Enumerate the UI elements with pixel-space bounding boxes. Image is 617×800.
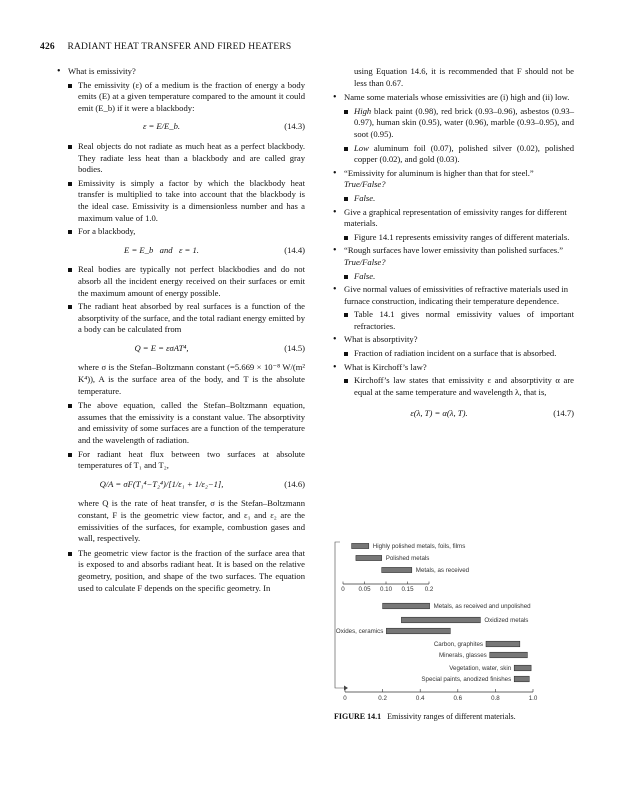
stefan-boltzmann-text: The above equation, called the Stefan–Boltzmann equation, assumes that the emissivity is a constant value. The absorptivity and emissivity of some surfaces are a function of the temperature and the wavelength of radiation. xyxy=(66,400,305,446)
equation-14-3: ε = E/E_b. (14.3) xyxy=(142,121,305,132)
figure-14-1 xyxy=(333,538,555,710)
real-bodies-text: Real bodies are typically not perfect blackbodies and do not absorb all the incident energy received on their surfaces or emit the maximum amount of energy possible. xyxy=(66,264,305,299)
equation-14-5: Q = E = εσAT⁴, (14.5) xyxy=(134,342,305,353)
running-header xyxy=(40,42,291,52)
emissivity-definition: The emissivity (ε) of a medium is the fraction of energy a body emits (E) at a given temperature compared to the amount it could emit (E_b) if it were a blackbody: xyxy=(66,80,305,115)
figure-label: FIGURE 14.1 xyxy=(334,712,382,721)
bracket-arrowhead xyxy=(344,686,348,691)
running-title: RADIANT HEAT TRANSFER AND FIRED HEATERS xyxy=(67,42,292,52)
answer-absorptivity: Fraction of radiation incident on a surface that is absorbed. xyxy=(342,348,574,360)
high-emissivity-answer: High black paint (0.98), red brick (0.93–0.96), asbestos (0.93–0.97), human skin (0.95), water (0.96), marble (0.93–0.95), and soot (0.95). xyxy=(342,106,574,141)
answer-graphical: Figure 14.1 represents emissivity ranges of different materials. xyxy=(342,232,574,244)
inset-tick-label-4: 0.2 xyxy=(424,586,434,593)
equation-14-6: Q/A = σF(T₁⁴−T₂⁴)/[1/ε₁ + 1/ε₂−1], (14.6) xyxy=(99,478,305,489)
bar-vegetation-water-skin xyxy=(514,665,531,671)
heat-flux-text: For radiant heat flux between two surfaces at absolute temperatures of T₁ and T₂, xyxy=(66,449,305,472)
inset-tick-label-2: 0.10 xyxy=(379,586,393,593)
answer-rough-surfaces: False. xyxy=(342,271,574,283)
equation-14-7: ε(λ, T) = α(λ, T). (14.7) xyxy=(410,408,574,419)
main-tick-label-0: 0 xyxy=(343,695,347,702)
emissivity-chart xyxy=(333,538,555,710)
emissivity-factor-text: Emissivity is simply a factor by which the blackbody heat transfer is multiplied to take into account that the blackbody is the ideal case. Emissivity is a dimensionless number and has a maximum value of 1.0. xyxy=(66,178,305,224)
label-oxides-ceramics: Oxides, ceramics xyxy=(335,628,384,636)
bar-carbon-graphites xyxy=(486,641,520,647)
inset-bar-polished-metals xyxy=(356,555,382,560)
low-emissivity-answer: Low aluminum foil (0.07), polished silver (0.02), polished copper (0.02), and gold (0.03). xyxy=(342,143,574,166)
radiant-heat-text: The radiant heat absorbed by real surfaces is a function of the absorptivity of the surface, and the total radiant energy emitted by a body can be calculated from xyxy=(66,301,305,336)
equation-14-4: E = E_b and ε = 1. (14.4) xyxy=(124,244,305,255)
label-oxidized-metals: Oxidized metals xyxy=(484,617,529,625)
main-tick-label-1: 0.2 xyxy=(378,695,387,702)
bar-metals-as-received-and-unpolished xyxy=(383,603,430,609)
page-number: 426 xyxy=(40,42,55,52)
main-tick-label-3: 0.6 xyxy=(453,695,463,702)
inset-tick-label-3: 0.15 xyxy=(401,586,414,593)
inset-bracket xyxy=(335,542,344,688)
heat-flux-where: where Q is the rate of heat transfer, σ is the Stefan–Boltzmann constant, F is the geometric view factor, and ε₁ and ε₂ are the emissivities of the surfaces, for example, combustion gases and wall, respectively. xyxy=(78,498,305,544)
label-carbon-graphites: Carbon, graphites xyxy=(433,641,483,649)
answer-kirchoff: Kirchoff’s law states that emissivity ε and absorptivity α are equal at the same temperature and wavelength λ, that is, xyxy=(342,375,574,398)
view-factor-text: The geometric view factor is the fraction of the surface area that is exposed to and absorbs radiant heat. It is based on the relative geometry, position, and shape of the two surfaces. The equation used to calculate F depends on the specific geometry. In xyxy=(66,548,305,594)
label-special-paints-anodized-finishes: Special paints, anodized finishes xyxy=(421,676,512,684)
bar-oxidized-metals xyxy=(401,617,480,623)
inset-label-metals-as-received: Metals, as received xyxy=(415,567,470,575)
figure-caption xyxy=(334,712,516,721)
stefan-boltzmann-where: where σ is the Stefan–Boltzmann constant (=5.669 × 10⁻⁸ W/(m² K⁴)), A is the surface area of the body, and T is the absolute temperature. xyxy=(78,362,305,396)
question-aluminum: • “Emissivity for aluminum is higher than that for steel.” True/False? xyxy=(334,168,574,191)
gray-bodies-text: Real objects do not radiate as much heat as a perfect blackbody. They radiate less heat than a blackbody and are called gray bodies. xyxy=(66,141,305,176)
question-graphical: • Give a graphical representation of emissivity ranges for different materials. xyxy=(334,207,574,230)
question-materials: • Name some materials whose emissivities are (i) high and (ii) low. xyxy=(334,92,574,104)
bar-minerals-glasses xyxy=(490,652,528,658)
question-refractory: • Give normal values of emissivities of refractive materials used in furnace construction, indicating their temperature dependence. xyxy=(334,284,574,307)
main-tick-label-5: 1.0 xyxy=(528,695,538,702)
main-tick-label-4: 0.8 xyxy=(491,695,500,702)
bar-oxides-ceramics xyxy=(386,628,450,634)
right-column xyxy=(334,66,574,428)
main-tick-label-2: 0.4 xyxy=(415,695,425,702)
question-absorptivity: • What is absorptivity? xyxy=(334,334,574,346)
inset-bar-metals-as-received xyxy=(382,567,412,572)
question-rough-surfaces: • “Rough surfaces have lower emissivity than polished surfaces.” True/False? xyxy=(334,245,574,268)
view-factor-continued: using Equation 14.6, it is recommended that F should not be less than 0.67. xyxy=(354,66,574,88)
inset-tick-label-1: 0.05 xyxy=(358,586,371,593)
label-vegetation-water-skin: Vegetation, water, skin xyxy=(449,665,512,673)
answer-refractory: Table 14.1 gives normal emissivity values of important refractories. xyxy=(342,309,574,332)
inset-label-polished-metals: Polished metals xyxy=(385,555,430,563)
question-emissivity: • What is emissivity? xyxy=(58,66,305,78)
inset-tick-label-0: 0 xyxy=(341,586,345,593)
bar-special-paints-anodized-finishes xyxy=(514,676,529,682)
label-metals-as-received-and-unpolished: Metals, as received and unpolished xyxy=(433,603,531,611)
inset-label-highly-polished-metals-foils-films: Highly polished metals, foils, films xyxy=(372,543,466,551)
inset-bar-highly-polished-metals-foils-films xyxy=(352,543,369,548)
left-column xyxy=(58,66,305,596)
figure-caption-text: Emissivity ranges of different materials. xyxy=(387,712,516,721)
label-minerals-glasses: Minerals, glasses xyxy=(438,652,487,660)
question-kirchoff: • What is Kirchoff’s law? xyxy=(334,362,574,374)
blackbody-text: For a blackbody, xyxy=(66,226,305,238)
answer-aluminum: False. xyxy=(342,193,574,205)
